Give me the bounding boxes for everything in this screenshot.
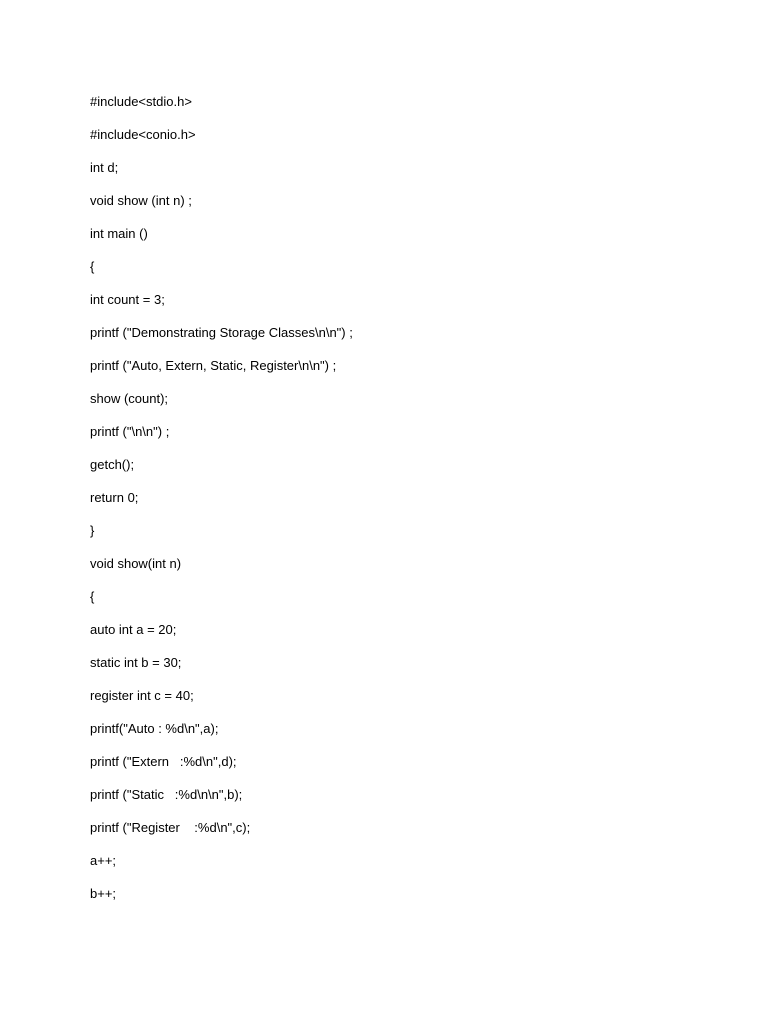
code-line: b++; [90,886,117,901]
code-line: printf ("Demonstrating Storage Classes\n\n") ; [90,325,353,340]
code-line: int d; [90,160,119,175]
code-line: int count = 3; [90,292,165,307]
code-line: #include<stdio.h> [90,94,192,109]
code-line: show (count); [90,391,169,406]
code-line: return 0; [90,490,139,505]
code-line: a++; [90,853,117,868]
code-line: { [90,589,95,604]
code-line: printf ("Auto, Extern, Static, Register\n\n") ; [90,358,337,373]
code-listing [90,93,353,918]
code-line: printf("Auto : %d\n",a); [90,721,219,736]
code-line: #include<conio.h> [90,127,196,142]
code-line: printf ("Static :%d\n\n",b); [90,787,243,802]
code-line: printf ("Register :%d\n",c); [90,820,251,835]
code-line: getch(); [90,457,135,472]
code-line: void show(int n) [90,556,182,571]
code-line: int main () [90,226,148,241]
code-line: { [90,259,95,274]
code-line: printf ("Extern :%d\n",d); [90,754,237,769]
code-line: void show (int n) ; [90,193,192,208]
code-line: auto int a = 20; [90,622,177,637]
code-line: } [90,523,95,538]
code-line: static int b = 30; [90,655,182,670]
code-line: register int c = 40; [90,688,194,703]
code-line: printf ("\n\n") ; [90,424,170,439]
